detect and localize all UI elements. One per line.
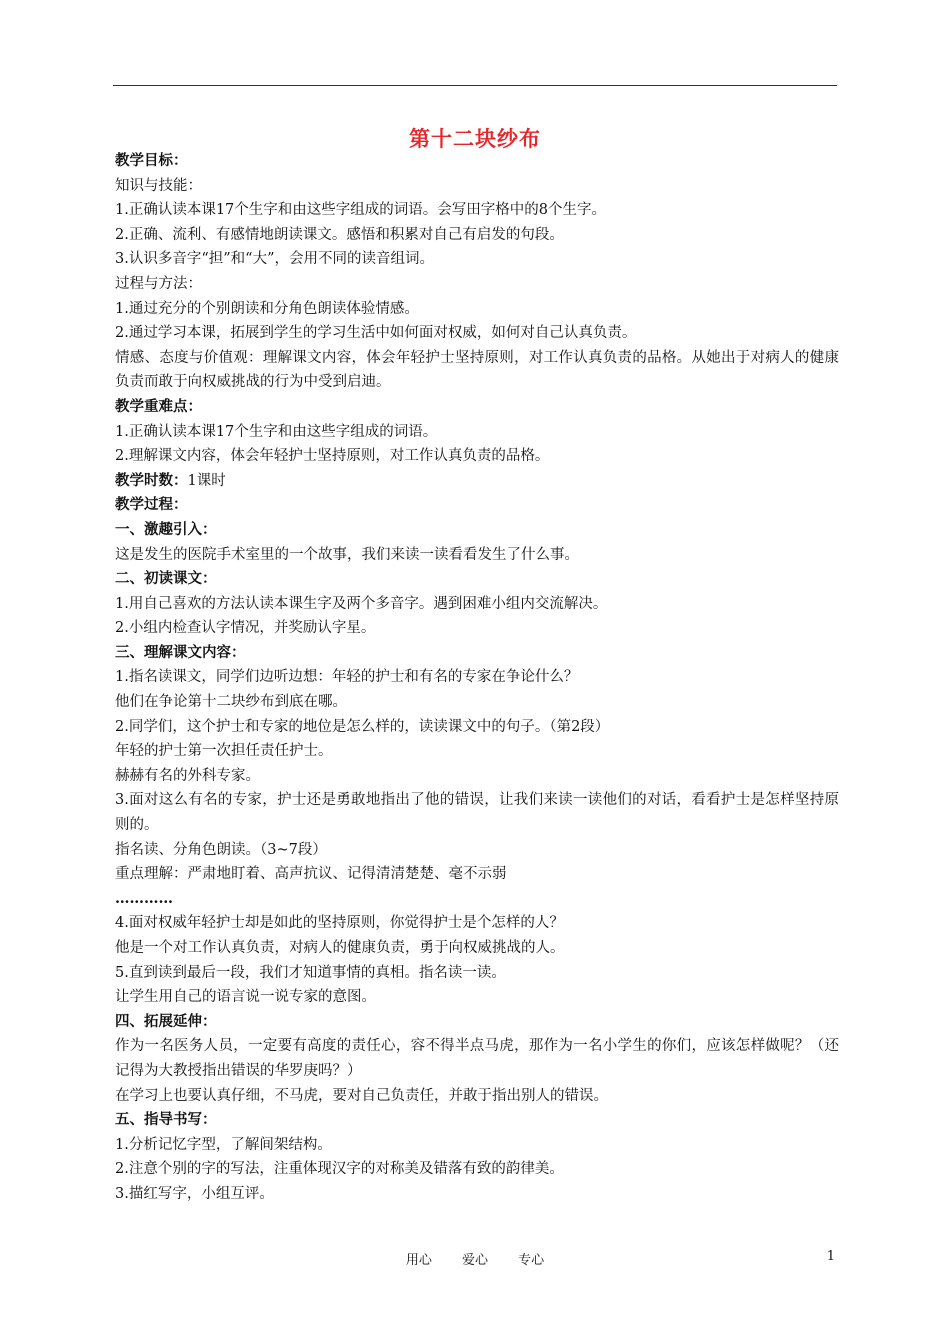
section-heading: 教学过程：	[115, 496, 188, 514]
paragraph: 1.正确认读本课17个生字和由这些字组成的词语。会写田字格中的8个生字。	[115, 202, 607, 219]
paragraph: 年轻的护士第一次担任责任护士。	[115, 743, 333, 760]
paragraph: 过程与方法：	[115, 275, 202, 292]
footer-motto-item: 爱心	[461, 1253, 488, 1268]
footer-motto	[0, 1249, 950, 1268]
paragraph: 2.同学们，这个护士和专家的地位是怎么样的，读读课文中的句子。（第2段）	[115, 718, 610, 735]
footer-motto-item: 用心	[405, 1253, 432, 1268]
paragraph: 2.注意个别的字的写法，注重体现汉字的对称美及错落有致的韵律美。	[115, 1161, 564, 1178]
paragraph: 知识与技能：	[115, 177, 202, 194]
paragraph: 3.面对这么有名的专家，护士还是勇敢地指出了他的错误，让我们来读一读他们的对话，看看护士是怎样坚持原则的。	[115, 792, 839, 834]
paragraph: 3.认识多音字“担”和“大”，会用不同的读音组词。	[115, 251, 434, 268]
paragraph: 1.指名读课文，同学们边听边想：年轻的护士和有名的专家在争论什么？	[115, 669, 579, 686]
paragraph: 2.小组内检查认字情况，并奖励认字星。	[115, 620, 376, 637]
paragraph: 这是发生的医院手术室里的一个故事，我们来读一读看看发生了什么事。	[115, 546, 579, 563]
section-heading: 教学目标：	[115, 152, 188, 169]
paragraph: 他是一个对工作认真负责，对病人的健康负责，勇于向权威挑战的人。	[115, 940, 565, 956]
paragraph: 5.直到读到最后一段，我们才知道事情的真相。指名读一读。	[115, 964, 506, 981]
paragraph: 指名读、分角色朗读。（3~7段）	[115, 841, 327, 858]
paragraph: 1.用自己喜欢的方法认读本课生字及两个多音字。遇到困难小组内交流解决。	[115, 595, 608, 612]
document-title: 第十二块纱布	[409, 126, 541, 151]
paragraph: 2.通过学习本课，拓展到学生的学习生活中如何面对权威，如何对自己认真负责。	[115, 325, 637, 342]
section-heading: 三、理解课文内容：	[115, 643, 246, 661]
teaching-hours-value: 1课时	[187, 472, 226, 489]
header-rule	[113, 85, 837, 86]
paragraph: 他们在争论第十二块纱布到底在哪。	[115, 694, 347, 711]
section-heading: 二、初读课文：	[115, 570, 217, 588]
section-heading: 教学时数：	[115, 471, 188, 489]
section-heading: 五、指导书写：	[115, 1111, 217, 1129]
paragraph: 在学习上也要认真仔细，不马虎，要对自己负责任，并敢于指出别人的错误。	[115, 1087, 608, 1104]
paragraph: 作为一名医务人员，一定要有高度的责任心，容不得半点马虎，那作为一名小学生的你们，应该怎样做呢？（还记得为大教授指出错误的华罗庚吗？）	[115, 1038, 839, 1079]
section-heading: 一、激趣引入：	[115, 520, 217, 538]
paragraph: 2.理解课文内容，体会年轻护士坚持原则，对工作认真负责的品格。	[115, 448, 550, 465]
paragraph: 让学生用自己的语言说一说专家的意图。	[115, 989, 376, 1006]
paragraph: 赫赫有名的外科专家。	[115, 767, 260, 784]
footer-motto-item: 专心	[518, 1253, 545, 1268]
page-number: 1	[826, 1249, 835, 1264]
paragraph: 1.分析记忆字型，了解间架结构。	[115, 1136, 332, 1153]
paragraph: 2.正确、流利、有感情地朗读课文。感悟和积累对自己有启发的句段。	[115, 226, 564, 243]
section-heading: 教学重难点：	[115, 397, 202, 415]
paragraph: 情感、态度与价值观：理解课文内容，体会年轻护士坚持原则，对工作认真负责的品格。从她出于对病人的健康负责而敢于向权威挑战的行为中受到启迪。	[115, 349, 839, 391]
teaching-hours-line	[115, 469, 839, 494]
paragraph: 4.面对权威年轻护士却是如此的坚持原则，你觉得护士是个怎样的人？	[115, 915, 564, 932]
document-body	[115, 149, 839, 1207]
paragraph: 1.正确认读本课17个生字和由这些字组成的词语。	[115, 423, 438, 440]
page-footer	[0, 1249, 950, 1271]
ellipsis-line: …………	[115, 889, 173, 907]
paragraph: 3.描红写字，小组互评。	[115, 1185, 274, 1202]
paragraph: 1.通过充分的个别朗读和分角色朗读体验情感。	[115, 300, 419, 317]
paragraph: 重点理解：严肃地盯着、高声抗议、记得清清楚楚、毫不示弱	[115, 866, 507, 883]
section-heading: 四、拓展延伸：	[115, 1012, 217, 1030]
